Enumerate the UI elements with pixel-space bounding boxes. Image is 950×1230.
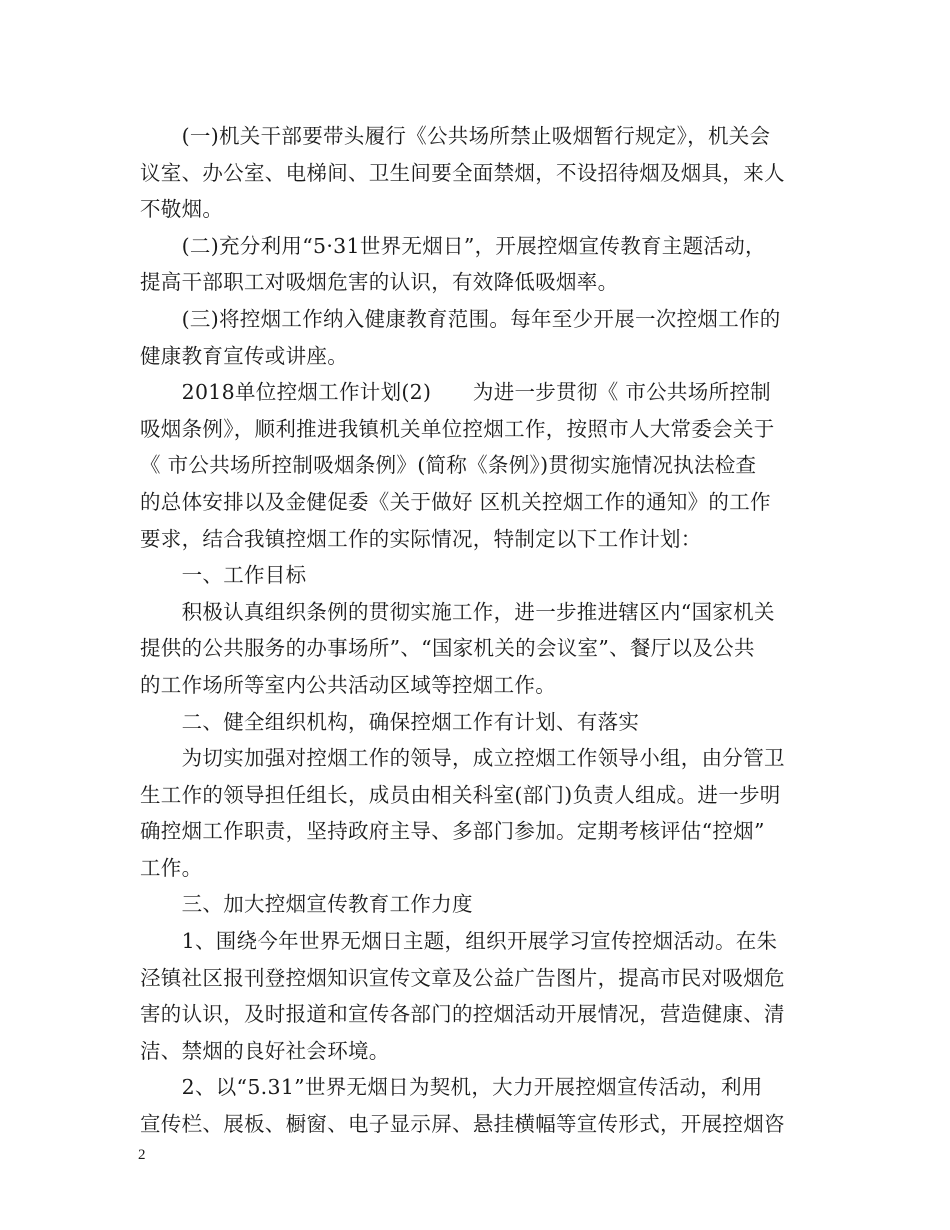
paragraph [140, 923, 815, 1069]
text-line: 要求，结合我镇控烟工作的实际情况，特制定以下工作计划： [140, 526, 702, 551]
text-line: (一)机关干部要带头履行《公共场所禁止吸烟暂行规定》，机关会 [140, 124, 771, 148]
paragraph [140, 374, 815, 557]
text-line: 为切实加强对控烟工作的领导，成立控烟工作领导小组，由分管卫 [140, 746, 785, 771]
paragraph [140, 301, 815, 374]
text-line: 生工作的领导担任组长，成员由相关科室(部门)负责人组成。进一步明 [140, 782, 781, 807]
text-line: 二、健全组织机构，确保控烟工作有计划、有落实 [140, 709, 640, 734]
text-line: 议室、办公室、电梯间、卫生间要全面禁烟，不设招待烟及烟具，来人 [140, 160, 785, 185]
text-line: 《 市公共场所控制吸烟条例》(简称《条例》)贯彻实施情况执法检查 [140, 453, 757, 478]
text-line: 的总体安排以及金健促委《关于做好 区机关控烟工作的通知》的工作 [140, 489, 771, 514]
text-line: 健康教育宣传或讲座。 [140, 343, 348, 368]
text-line: (三)将控烟工作纳入健康教育范围。每年至少开展一次控烟工作的 [140, 306, 781, 331]
paragraph [140, 118, 815, 228]
text-line: 不敬烟。 [140, 197, 224, 222]
paragraph [140, 557, 815, 594]
text-line: 的工作场所等室内公共活动区域等控烟工作。 [140, 672, 556, 697]
text-line: 提供的公共服务的办事场所”、“国家机关的会议室”、餐厅以及公共 [140, 636, 755, 661]
text-line: 一、工作目标 [140, 563, 307, 588]
text-line: 吸烟条例》，顺利推进我镇机关单位控烟工作，按照市人大常委会关于 [140, 416, 775, 441]
paragraph [140, 740, 815, 886]
paragraph [140, 594, 815, 704]
text-line: 1、围绕今年世界无烟日主题，组织开展学习宣传控烟活动。在朱 [140, 929, 778, 954]
text-line: 提高干部职工对吸烟危害的认识，有效降低吸烟率。 [140, 270, 619, 295]
paragraph [140, 886, 815, 923]
text-line: 2、以“5.31”世界无烟日为契机，大力开展控烟宣传活动，利用 [140, 1075, 763, 1100]
text-line: 三、加大控烟宣传教育工作力度 [140, 892, 473, 917]
text-line: 2018单位控烟工作计划(2) 为进一步贯彻《 市公共场所控制 [140, 380, 771, 405]
text-line: 宣传栏、展板、橱窗、电子显示屏、悬挂横幅等宣传形式，开展控烟咨 [140, 1112, 785, 1137]
text-line: 泾镇社区报刊登控烟知识宣传文章及公益广告图片，提高市民对吸烟危 [140, 965, 785, 990]
text-line: 工作。 [140, 855, 203, 880]
text-line: (二)充分利用“5·31世界无烟日”，开展控烟宣传教育主题活动， [140, 233, 766, 258]
text-line: 洁、禁烟的良好社会环境。 [140, 1038, 390, 1063]
paragraph [140, 228, 815, 301]
text-line: 害的认识，及时报道和宣传各部门的控烟活动开展情况，营造健康、清 [140, 1002, 785, 1027]
paragraph [140, 1069, 815, 1142]
text-line: 确控烟工作职责，坚持政府主导、多部门参加。定期考核评估“控烟” [140, 819, 765, 844]
page-number: 2 [138, 1147, 146, 1163]
text-line: 积极认真组织条例的贯彻实施工作，进一步推进辖区内“国家机关 [140, 599, 775, 624]
paragraph [140, 704, 815, 741]
document-body [140, 118, 815, 1143]
